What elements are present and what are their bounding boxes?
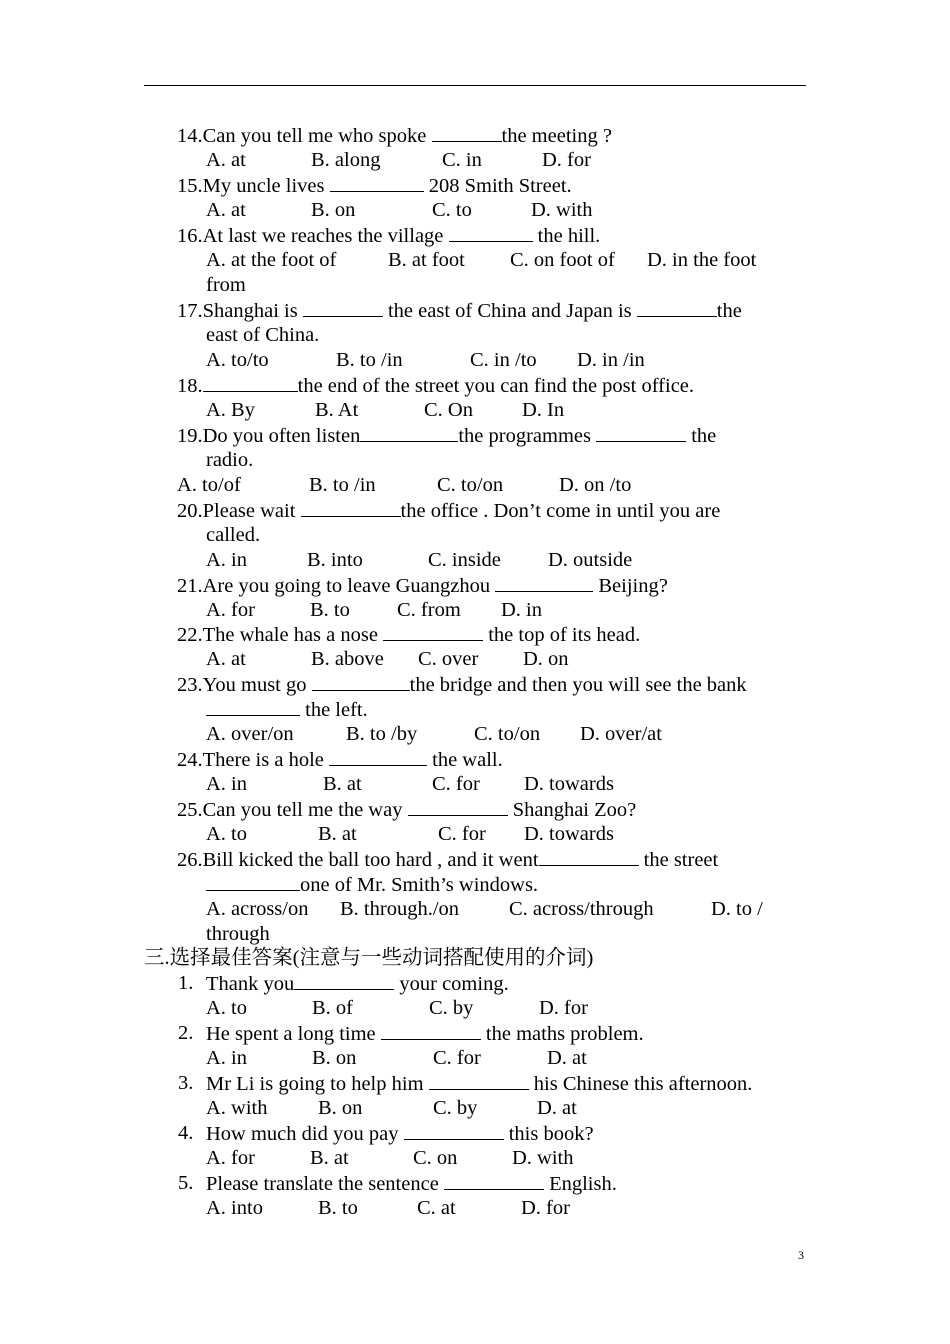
question-20: 20.Please wait the office . Don’t come in until you are: [177, 500, 721, 522]
q23-option-b: B. to /by: [346, 723, 418, 745]
q19-option-a: A. to/of: [177, 474, 241, 496]
answer-blank: [637, 298, 717, 317]
s3-option-c: C. by: [433, 1097, 478, 1119]
answer-blank: [294, 971, 394, 990]
answer-blank: [383, 622, 483, 641]
s5-option-b: B. to: [318, 1197, 358, 1219]
q23-option-c: C. to/on: [474, 723, 541, 745]
q26-option-b: B. through./on: [340, 898, 460, 920]
q25-option-b: B. at: [318, 823, 357, 845]
question-19-continued: radio.: [206, 449, 254, 471]
question-20-continued: called.: [206, 524, 261, 546]
answer-blank: [449, 223, 533, 242]
answer-blank: [539, 847, 639, 866]
s5-option-d: D. for: [521, 1197, 570, 1219]
answer-blank: [303, 298, 383, 317]
item-number: 4.: [178, 1122, 194, 1144]
q24-option-a: A. in: [206, 773, 247, 795]
q21-option-a: A. for: [206, 599, 255, 621]
question-17: 17.Shanghai is the east of China and Japan is the: [177, 300, 742, 322]
answer-blank: [206, 697, 300, 716]
q25-option-d: D. towards: [524, 823, 614, 845]
q25-option-a: A. to: [206, 823, 247, 845]
q16-option-d: D. in the foot: [647, 249, 757, 271]
s1-option-c: C. by: [429, 997, 474, 1019]
s1-option-b: B. of: [312, 997, 353, 1019]
question-s4: How much did you pay this book?: [206, 1123, 594, 1145]
answer-blank: [329, 747, 427, 766]
s1-option-a: A. to: [206, 997, 247, 1019]
answer-blank: [312, 672, 410, 691]
question-18: 18. the end of the street you can find the post office.: [177, 375, 695, 397]
question-23: 23.You must go the bridge and then you will see the bank: [177, 674, 752, 696]
q18-option-c: C. On: [424, 399, 473, 421]
q23-option-a: A. over/on: [206, 723, 294, 745]
answer-blank: [381, 1021, 481, 1040]
question-s2: He spent a long time the maths problem.: [206, 1023, 644, 1045]
question-22: 22.The whale has a nose the top of its head.: [177, 624, 641, 646]
s5-option-a: A. into: [206, 1197, 263, 1219]
q19-option-b: B. to /in: [309, 474, 376, 496]
question-24: 24.There is a hole the wall.: [177, 749, 503, 771]
s4-option-c: C. on: [413, 1147, 458, 1169]
s4-option-b: B. at: [310, 1147, 349, 1169]
q21-option-d: D. in: [501, 599, 542, 621]
answer-blank: [432, 123, 502, 142]
question-17-continued: east of China.: [206, 324, 320, 346]
page-number: 3: [798, 1248, 804, 1262]
q21-option-c: C. from: [397, 599, 461, 621]
question-26-continued: one of Mr. Smith’s windows.: [206, 872, 538, 898]
q15-option-d: D. with: [531, 199, 593, 221]
header-rule: [144, 85, 806, 86]
question-s5: Please translate the sentence English.: [206, 1173, 617, 1195]
q16-option-a: A. at the foot of: [206, 249, 337, 271]
q26-option-wrap: through: [206, 923, 270, 945]
q22-option-c: C. over: [418, 648, 479, 670]
q17-option-c: C. in /to: [470, 349, 537, 371]
s3-option-d: D. at: [537, 1097, 577, 1119]
q15-option-b: B. on: [311, 199, 356, 221]
q26-option-c: C. across/through: [509, 898, 654, 920]
answer-blank: [360, 423, 458, 442]
s1-option-d: D. for: [539, 997, 588, 1019]
q16-option-b: B. at foot: [388, 249, 465, 271]
q15-option-a: A. at: [206, 199, 246, 221]
q17-option-b: B. to /in: [336, 349, 403, 371]
q24-option-c: C. for: [432, 773, 480, 795]
q24-option-d: D. towards: [524, 773, 614, 795]
question-14: 14.Can you tell me who spoke the meeting ?: [177, 125, 612, 147]
q22-option-d: D. on: [523, 648, 569, 670]
q21-option-b: B. to: [310, 599, 350, 621]
q26-option-d: D. to /: [711, 898, 763, 920]
q23-option-d: D. over/at: [580, 723, 662, 745]
answer-blank: [408, 797, 508, 816]
q15-option-c: C. to: [432, 199, 472, 221]
q14-option-c: C. in: [442, 149, 482, 171]
question-21: 21.Are you going to leave Guangzhou Beijing?: [177, 575, 668, 597]
s4-option-d: D. with: [512, 1147, 574, 1169]
answer-blank: [206, 872, 300, 891]
question-25: 25.Can you tell me the way Shanghai Zoo?: [177, 799, 637, 821]
q14-option-a: A. at: [206, 149, 246, 171]
q20-option-b: B. into: [307, 549, 363, 571]
s2-option-d: D. at: [547, 1047, 587, 1069]
question-s1: Thank you your coming.: [206, 973, 509, 995]
q24-option-b: B. at: [323, 773, 362, 795]
answer-blank: [444, 1171, 544, 1190]
q17-option-a: A. to/to: [206, 349, 269, 371]
answer-blank: [330, 173, 424, 192]
q20-option-c: C. inside: [428, 549, 501, 571]
item-number: 1.: [178, 972, 194, 994]
q18-option-a: A. By: [206, 399, 255, 421]
question-19: 19.Do you often listen the programmes the: [177, 425, 717, 447]
item-number: 3.: [178, 1072, 194, 1094]
question-23-continued: the left.: [206, 697, 368, 723]
section-heading: 三.选择最佳答案(注意与一些动词搭配使用的介词): [144, 947, 594, 969]
q19-option-c: C. to/on: [437, 474, 504, 496]
question-26: 26.Bill kicked the ball too hard , and it went the street: [177, 849, 724, 871]
q14-option-b: B. along: [311, 149, 381, 171]
q19-option-d: D. on /to: [559, 474, 632, 496]
s3-option-b: B. on: [318, 1097, 363, 1119]
question-15: 15.My uncle lives 208 Smith Street.: [177, 175, 572, 197]
answer-blank: [404, 1121, 504, 1140]
s5-option-c: C. at: [417, 1197, 456, 1219]
question-16: 16.At last we reaches the village the hill.: [177, 225, 601, 247]
answer-blank: [203, 373, 298, 392]
item-number: 5.: [178, 1172, 194, 1194]
s4-option-a: A. for: [206, 1147, 255, 1169]
item-number: 2.: [178, 1022, 194, 1044]
q22-option-b: B. above: [311, 648, 384, 670]
s3-option-a: A. with: [206, 1097, 268, 1119]
q20-option-a: A. in: [206, 549, 247, 571]
q18-option-b: B. At: [315, 399, 359, 421]
q20-option-d: D. outside: [548, 549, 633, 571]
q22-option-a: A. at: [206, 648, 246, 670]
question-s3: Mr Li is going to help him his Chinese this afternoon.: [206, 1073, 753, 1095]
q17-option-d: D. in /in: [577, 349, 645, 371]
s2-option-a: A. in: [206, 1047, 247, 1069]
q18-option-d: D. In: [522, 399, 565, 421]
q16-option-wrap: from: [206, 274, 246, 296]
s2-option-b: B. on: [312, 1047, 357, 1069]
q26-option-a: A. across/on: [206, 898, 309, 920]
s2-option-c: C. for: [433, 1047, 481, 1069]
answer-blank: [429, 1071, 529, 1090]
answer-blank: [495, 573, 593, 592]
answer-blank: [301, 498, 401, 517]
q16-option-c: C. on foot of: [510, 249, 615, 271]
q25-option-c: C. for: [438, 823, 486, 845]
answer-blank: [596, 423, 686, 442]
q14-option-d: D. for: [542, 149, 591, 171]
